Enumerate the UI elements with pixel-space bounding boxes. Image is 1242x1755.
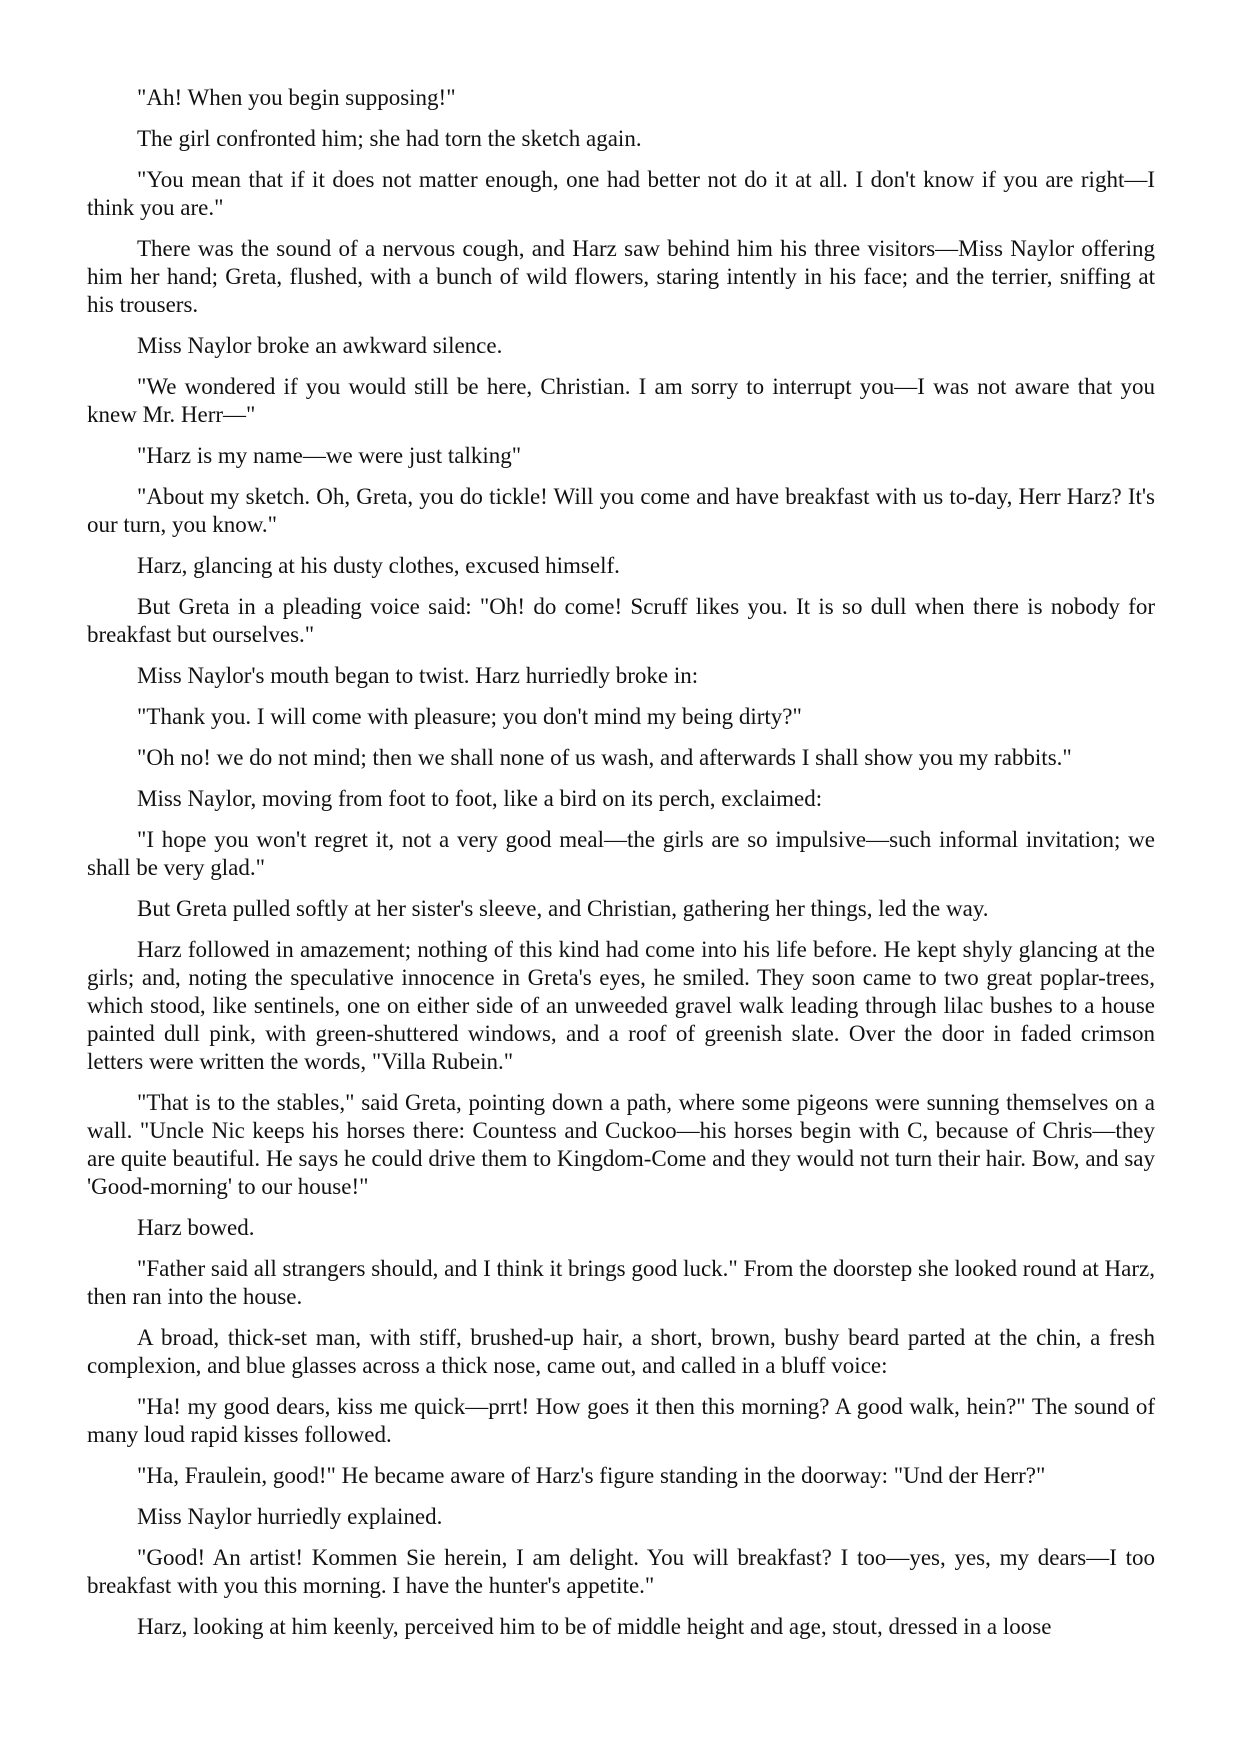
paragraph: "Ha! my good dears, kiss me quick—prrt! How goes it then this morning? A good walk, hein?" The sound of many loud rapid kisses followed. (87, 1394, 1155, 1447)
paragraph: But Greta pulled softly at her sister's sleeve, and Christian, gathering her things, led the way. (137, 896, 989, 921)
paragraph: Harz, looking at him keenly, perceived him to be of middle height and age, stout, dressed in a loose (137, 1614, 1052, 1639)
paragraph: "You mean that if it does not matter enough, one had better not do it at all. I don't know if you are right—I think you are." (87, 167, 1155, 220)
paragraph: There was the sound of a nervous cough, and Harz saw behind him his three visitors—Miss Naylor offering him her hand; Greta, flushed, with a bunch of wild flowers, staring intently in his face; and the terrier, sniffing at his trousers. (87, 236, 1155, 317)
paragraph: "I hope you won't regret it, not a very good meal—the girls are so impulsive—such informal invitation; we shall be very glad." (87, 827, 1155, 880)
paragraph: Miss Naylor hurriedly explained. (137, 1504, 443, 1529)
paragraph: "Ha, Fraulein, good!" He became aware of Harz's figure standing in the doorway: "Und der Herr?" (137, 1463, 1046, 1488)
book-page (87, 84, 1155, 1654)
paragraph: Miss Naylor's mouth began to twist. Harz hurriedly broke in: (137, 663, 699, 688)
paragraph: But Greta in a pleading voice said: "Oh! do come! Scruff likes you. It is so dull when there is nobody for breakfast but ourselves." (87, 594, 1155, 647)
paragraph: "Oh no! we do not mind; then we shall none of us wash, and afterwards I shall show you my rabbits." (137, 745, 1072, 770)
paragraph: "We wondered if you would still be here, Christian. I am sorry to interrupt you—I was not aware that you knew Mr. Herr—" (87, 374, 1155, 427)
paragraph: "Good! An artist! Kommen Sie herein, I am delight. You will breakfast? I too—yes, yes, my dears—I too breakfast with you this morning. I have the hunter's appetite." (87, 1545, 1155, 1598)
paragraph: A broad, thick-set man, with stiff, brushed-up hair, a short, brown, bushy beard parted at the chin, a fresh complexion, and blue glasses across a thick nose, came out, and called in a bluff voice: (87, 1325, 1155, 1378)
paragraph: The girl confronted him; she had torn the sketch again. (137, 126, 642, 151)
paragraph: "Father said all strangers should, and I think it brings good luck." From the doorstep she looked round at Harz, then ran into the house. (87, 1256, 1155, 1309)
paragraph: "Ah! When you begin supposing!" (137, 85, 456, 110)
paragraph: Harz, glancing at his dusty clothes, excused himself. (137, 553, 620, 578)
paragraph: Miss Naylor broke an awkward silence. (137, 333, 503, 358)
paragraph: "About my sketch. Oh, Greta, you do tickle! Will you come and have breakfast with us to-day, Herr Harz? It's our turn, you know." (87, 484, 1155, 537)
paragraph: "Harz is my name—we were just talking" (137, 443, 522, 468)
paragraph: Miss Naylor, moving from foot to foot, like a bird on its perch, exclaimed: (137, 786, 823, 811)
paragraph: "That is to the stables," said Greta, pointing down a path, where some pigeons were sunning themselves on a wall. "Uncle Nic keeps his horses there: Countess and Cuckoo—his horses begin with C, because of Chris—they are quite beautiful. He says he could drive them to Kingdom-Come and they would not turn their hair. Bow, and say 'Good-morning' to our house!" (87, 1090, 1155, 1199)
paragraph: Harz followed in amazement; nothing of this kind had come into his life before. He kept shyly glancing at the girls; and, noting the speculative innocence in Greta's eyes, he smiled. They soon came to two great poplar-trees, which stood, like sentinels, one on either side of an unweeded gravel walk leading through lilac bushes to a house painted dull pink, with green-shuttered windows, and a roof of greenish slate. Over the door in faded crimson letters were written the words, "Villa Rubein." (87, 937, 1155, 1074)
paragraph: "Thank you. I will come with pleasure; you don't mind my being dirty?" (137, 704, 802, 729)
paragraph: Harz bowed. (137, 1215, 255, 1240)
